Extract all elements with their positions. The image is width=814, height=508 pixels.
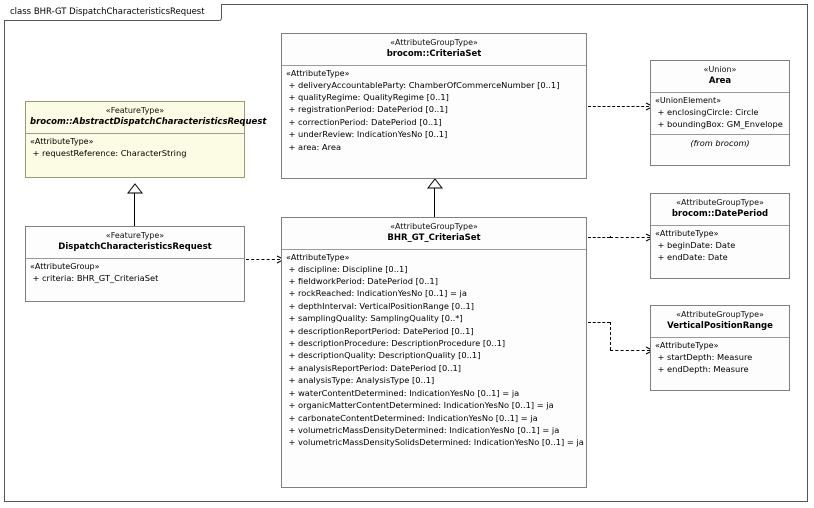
class-header [282, 218, 586, 249]
attribute-text: deliveryAccountableParty: ChamberOfCommerceNumber [0..1] [298, 79, 560, 90]
visibility-marker: + [288, 288, 296, 299]
attribute-section-stereotype: «AttributeType» [30, 136, 94, 146]
class-stereotype: «AttributeGroupType» [676, 310, 764, 319]
dependency-line-vpr-h1 [588, 322, 610, 323]
visibility-marker: + [657, 119, 665, 130]
visibility-marker: + [32, 272, 40, 283]
attribute-text: boundingBox: GM_Envelope [667, 119, 783, 130]
package-origin-label: (from brocom) [690, 138, 750, 149]
attribute-section-stereotype: «AttributeType» [655, 228, 719, 238]
dependency-line-area [588, 106, 649, 107]
list-item [286, 362, 582, 374]
class-header [282, 34, 586, 65]
visibility-marker: + [657, 106, 665, 117]
attribute-text: waterContentDetermined: IndicationYesNo [0..1] = ja [298, 387, 520, 398]
list-item [286, 116, 582, 128]
class-stereotype: «AttributeGroupType» [390, 222, 478, 231]
class-header [26, 227, 244, 258]
visibility-marker: + [288, 437, 296, 448]
list-item [30, 147, 240, 159]
visibility-marker: + [288, 300, 296, 311]
attribute-text: enclosingCircle: Circle [667, 106, 759, 117]
visibility-marker: + [288, 263, 296, 274]
list-item [286, 275, 582, 287]
attribute-section-stereotype: «AttributeType» [286, 252, 350, 262]
class-stereotype: «AttributeGroupType» [676, 198, 764, 207]
list-item [655, 239, 785, 251]
class-name: brocom::AbstractDispatchCharacteristicsRequest [30, 117, 267, 127]
frame-title: BHR-GT DispatchCharacteristicsRequest [33, 7, 205, 17]
attribute-text: descriptionQuality: DescriptionQuality [0..1] [298, 350, 481, 361]
class-stereotype: «Union» [703, 65, 737, 74]
visibility-marker: + [288, 362, 296, 373]
list-item [286, 91, 582, 103]
dependency-line-criteria [246, 259, 280, 260]
list-item [286, 412, 582, 424]
class-box-vertical-position-range[interactable] [650, 305, 790, 391]
visibility-marker: + [657, 351, 665, 362]
list-item [30, 272, 240, 284]
class-header [26, 102, 267, 133]
visibility-marker: + [288, 387, 296, 398]
visibility-marker: + [288, 116, 296, 127]
list-item [286, 300, 582, 312]
attribute-text: organicMatterContentDetermined: IndicationYesNo [0..1] = ja [298, 400, 554, 411]
visibility-marker: + [288, 412, 296, 423]
attribute-text: endDepth: Measure [667, 364, 749, 375]
list-item [286, 436, 582, 448]
attribute-text: requestReference: CharacterString [42, 147, 187, 158]
class-name: brocom::DatePeriod [671, 209, 769, 219]
visibility-marker: + [657, 252, 665, 263]
visibility-marker: + [288, 104, 296, 115]
visibility-marker: + [288, 350, 296, 361]
attribute-section-stereotype: «UnionElement» [655, 95, 722, 105]
attribute-list [651, 239, 789, 268]
list-item [286, 79, 582, 91]
list-item [286, 337, 582, 349]
list-item [655, 118, 785, 130]
attribute-list [26, 147, 244, 163]
list-item [286, 312, 582, 324]
attribute-text: underReview: IndicationYesNo [0..1] [298, 129, 448, 140]
attribute-list [651, 351, 789, 380]
attribute-list [651, 106, 789, 135]
dependency-line-dateperiod-h1 [588, 237, 610, 238]
list-item [286, 374, 582, 386]
attribute-text: discipline: Discipline [0..1] [298, 263, 408, 274]
class-name: VerticalPositionRange [667, 321, 773, 331]
visibility-marker: + [288, 424, 296, 435]
list-item [286, 349, 582, 361]
visibility-marker: + [288, 141, 296, 152]
attribute-text: carbonateContentDetermined: IndicationYesNo [0..1] = ja [298, 412, 538, 423]
visibility-marker: + [288, 400, 296, 411]
attribute-text: descriptionReportPeriod: DatePeriod [0..1] [298, 325, 474, 336]
attribute-text: rockReached: IndicationYesNo [0..1] = ja [298, 288, 467, 299]
list-item [655, 351, 785, 363]
class-name: DispatchCharacteristicsRequest [58, 242, 212, 252]
visibility-marker: + [288, 375, 296, 386]
class-box-dispatch-characteristics-request[interactable] [25, 226, 245, 302]
attribute-text: area: Area [298, 141, 342, 152]
visibility-marker: + [288, 129, 296, 140]
attribute-text: volumetricMassDensitySolidsDetermined: IndicationYesNo [0..1] = ja [298, 437, 584, 448]
attribute-list [282, 263, 586, 453]
attribute-text: descriptionProcedure: DescriptionProcedure [0..1] [298, 338, 506, 349]
class-box-date-period[interactable] [650, 193, 790, 279]
attribute-text: qualityRegime: QualityRegime [0..1] [298, 92, 449, 103]
dependency-line-dateperiod-h2 [610, 237, 650, 238]
class-name: brocom::CriteriaSet [386, 49, 482, 59]
visibility-marker: + [288, 92, 296, 103]
attribute-text: registrationPeriod: DatePeriod [0..1] [298, 104, 448, 115]
attribute-text: volumetricMassDensityDetermined: IndicationYesNo [0..1] = ja [298, 424, 560, 435]
class-box-criteria-set[interactable] [281, 33, 587, 179]
list-item [286, 128, 582, 140]
list-item [286, 287, 582, 299]
list-item [286, 103, 582, 115]
class-header [651, 306, 789, 337]
attribute-text: analysisReportPeriod: DatePeriod [0..1] [298, 362, 462, 373]
attribute-text: correctionPeriod: DatePeriod [0..1] [298, 116, 442, 127]
list-item [286, 399, 582, 411]
visibility-marker: + [657, 364, 665, 375]
visibility-marker: + [288, 313, 296, 324]
visibility-marker: + [288, 325, 296, 336]
attribute-text: fieldworkPeriod: DatePeriod [0..1] [298, 276, 438, 287]
attribute-list [26, 272, 244, 288]
generalization-line-dispatch [134, 193, 135, 226]
attribute-text: startDepth: Measure [667, 351, 753, 362]
class-name: BHR_GT_CriteriaSet [387, 233, 481, 243]
class-stereotype: «FeatureType» [105, 106, 165, 115]
class-box-area[interactable] [650, 60, 790, 166]
visibility-marker: + [657, 239, 665, 250]
list-item [286, 325, 582, 337]
attribute-text: depthInterval: VerticalPositionRange [0..1] [298, 300, 474, 311]
attribute-text: samplingQuality: SamplingQuality [0..*] [298, 313, 463, 324]
class-header [651, 61, 789, 92]
generalization-arrowhead-dispatch [127, 183, 143, 194]
dependency-line-vpr-h2 [610, 350, 650, 351]
list-item [286, 424, 582, 436]
list-item [286, 387, 582, 399]
attribute-text: beginDate: Date [667, 239, 736, 250]
attribute-section-stereotype: «AttributeType» [286, 68, 350, 78]
list-item [655, 251, 785, 263]
attribute-list [282, 79, 586, 157]
visibility-marker: + [288, 338, 296, 349]
list-item [286, 263, 582, 275]
class-stereotype: «FeatureType» [105, 231, 165, 240]
attribute-text: analysisType: AnalysisType [0..1] [298, 375, 435, 386]
dependency-line-vpr-v [610, 322, 611, 350]
diagram-frame-title [4, 4, 222, 21]
visibility-marker: + [288, 79, 296, 90]
list-item [655, 363, 785, 375]
visibility-marker: + [288, 276, 296, 287]
visibility-marker: + [32, 147, 40, 158]
list-item [286, 141, 582, 153]
class-box-bhr-gt-criteria-set[interactable] [281, 217, 587, 488]
class-stereotype: «AttributeGroupType» [390, 38, 478, 47]
attribute-section-stereotype: «AttributeGroup» [30, 261, 100, 271]
generalization-arrowhead-criteriaset [427, 178, 443, 189]
class-name: Area [708, 76, 732, 86]
frame-keyword: class [10, 7, 32, 17]
attribute-section-stereotype: «AttributeType» [655, 340, 719, 350]
list-item [655, 106, 785, 118]
class-header [651, 194, 789, 225]
attribute-text: criteria: BHR_GT_CriteriaSet [42, 272, 159, 283]
generalization-line-criteriaset [434, 188, 435, 217]
attribute-text: endDate: Date [667, 252, 728, 263]
class-box-abstract-dispatch-characteristics-request[interactable] [25, 101, 267, 178]
